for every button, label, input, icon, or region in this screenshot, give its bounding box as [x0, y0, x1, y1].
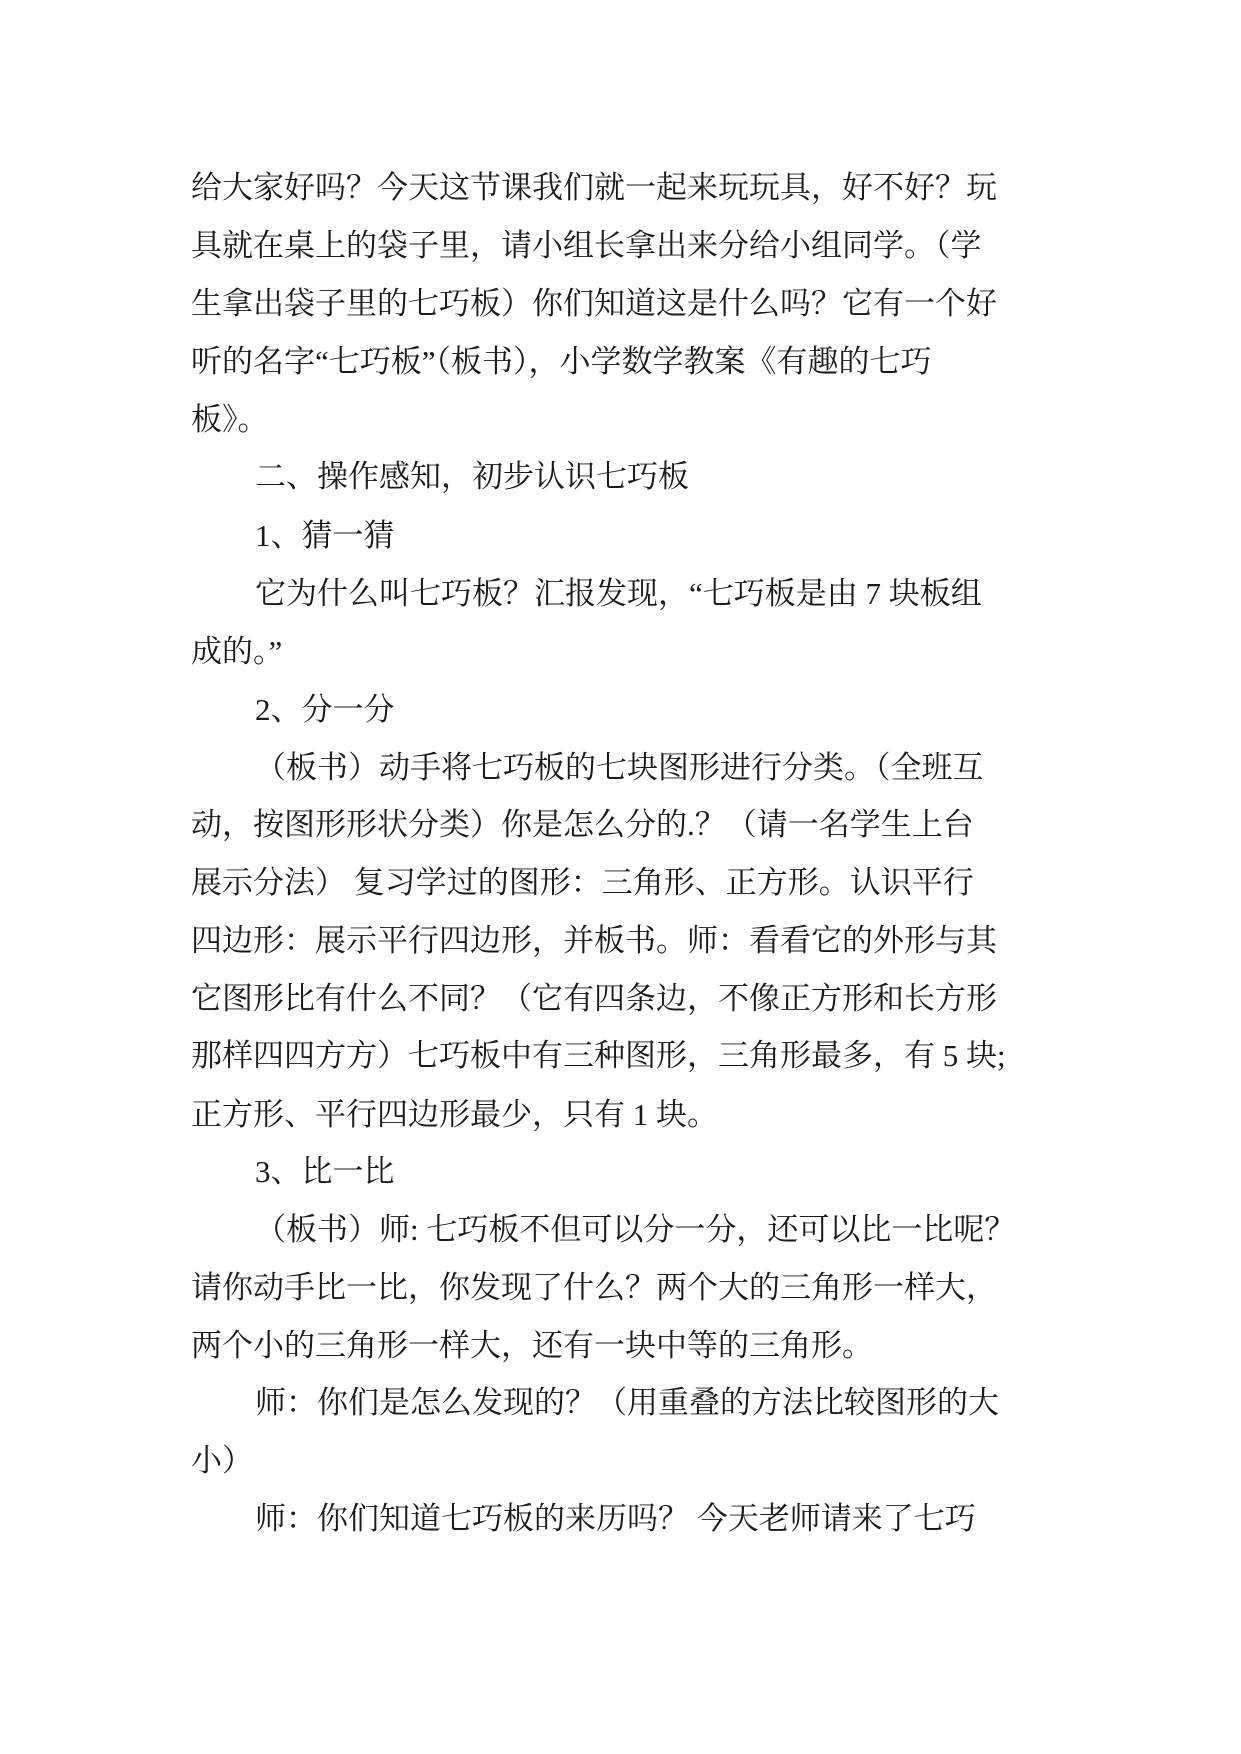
paragraph-line: 师：你们知道七巧板的来历吗？ 今天老师请来了七巧: [255, 1501, 976, 1536]
paragraph-line: 成的。”: [191, 634, 283, 669]
paragraph-line: 那样四四方方）七巧板中有三种图形，三角形最多，有 5 块;: [191, 1038, 1006, 1073]
paragraph-line: 四边形：展示平行四边形，并板书。师：看看它的外形与其: [191, 923, 997, 958]
paragraph-line: 展示分法） 复习学过的图形：三角形、正方形。认识平行: [191, 865, 974, 900]
paragraph-line: 生拿出袋子里的七巧板）你们知道这是什么吗？它有一个好: [191, 286, 997, 321]
paragraph-line: 具就在桌上的袋子里，请小组长拿出来分给小组同学。（学: [191, 228, 982, 263]
paragraph-line: 师：你们是怎么发现的？（用重叠的方法比较图形的大: [255, 1385, 999, 1420]
paragraph-line: 板》。: [191, 402, 269, 437]
paragraph-line: 动，按图形形状分类）你是怎么分的.？（请一名学生上台: [191, 807, 974, 842]
paragraph-line: 它图形比有什么不同？（它有四条边，不像正方形和长方形: [191, 981, 997, 1016]
subsection-heading: 2、分一分: [255, 692, 395, 727]
subsection-heading: 1、猜一猜: [255, 518, 395, 553]
paragraph-line: 请你动手比一比，你发现了什么？两个大的三角形一样大，: [191, 1270, 997, 1305]
paragraph-line: 给大家好吗？今天这节课我们就一起来玩玩具，好不好？玩: [191, 170, 997, 205]
subsection-heading: 3、比一比: [255, 1154, 395, 1189]
paragraph-line: 两个小的三角形一样大，还有一块中等的三角形。: [191, 1328, 873, 1363]
section-heading: 二、操作感知，初步认识七巧板: [255, 459, 689, 494]
paragraph-line: （板书）师: 七巧板不但可以分一分，还可以比一比呢？: [255, 1212, 1016, 1247]
paragraph-line: 它为什么叫七巧板？汇报发现，“七巧板是由 7 块板组: [255, 576, 982, 611]
paragraph-line: 正方形、平行四边形最少，只有 1 块。: [191, 1097, 718, 1132]
paragraph-line: 听的名字“七巧板”（板书），小学数学教案《有趣的七巧: [191, 344, 932, 379]
paragraph-line: 小）: [191, 1443, 253, 1478]
paragraph-line: （板书）动手将七巧板的七块图形进行分类。（全班互: [255, 750, 984, 785]
